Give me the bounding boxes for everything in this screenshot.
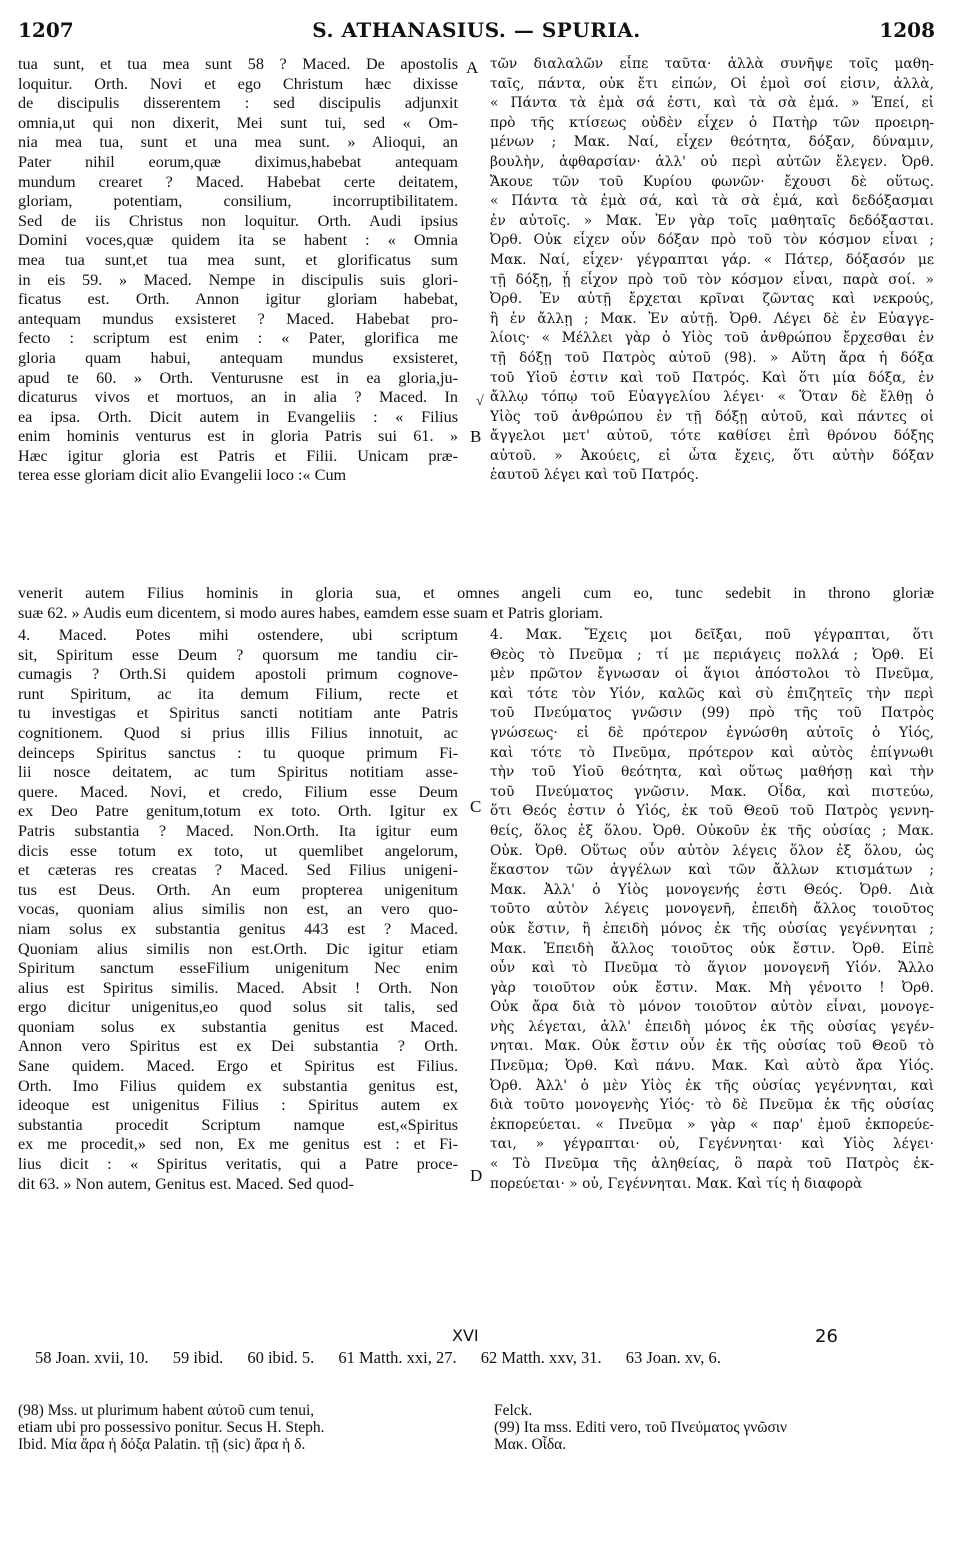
text-line: niam solus ex substantia genitus 443 est ? Maced.	[18, 919, 458, 938]
text-line: ἐν αὐτοῖς. » Μακ. Ἐν γὰρ τοῖς μαθηταῖς δεδόξασται.	[490, 212, 934, 229]
text-line: fecto : scriptum est enim : « Pater, glorifica me	[18, 329, 458, 348]
text-line: lii nosce deitatem, ac tum Spiritus notitiam asse-	[18, 763, 458, 782]
footnote-ref: 59 ibid.	[172, 1348, 224, 1367]
text-line: cognitionem. Quod si prius illis Filius innotuit, ac	[18, 723, 458, 742]
text-line: ἕκαστον τῶν ἀγγέλων καὶ τῶν ἄλλων κτισμάτων ;	[490, 862, 934, 879]
text-line: vocas, quoniam alius similis non est, an vero quo-	[18, 900, 458, 919]
section-marker-b: B	[470, 427, 482, 446]
section-marker-a: A	[466, 58, 479, 77]
text-line: τῇ δόξῃ, ᾗ εἶχον πρὸ τοῦ τὸν κόσμον εἶναι, παρὰ σοί. »	[490, 271, 934, 288]
check-mark: √	[476, 394, 484, 409]
latin-column-bottom	[18, 626, 458, 1194]
text-line: Felck.	[494, 1402, 533, 1419]
text-line: ex me procedit,» sed non, Ex me genitus est : et Fi-	[18, 1135, 458, 1154]
text-line: Μακ. Οἶδα.	[494, 1436, 567, 1454]
text-line: Ὀρθ. Ἐν αὐτῇ ἔρχεται κρῖναι ζῶντας καὶ νεκρούς,	[490, 291, 934, 308]
text-line: ἢ ἐν ἄλλῃ ; Μακ. Ἐν αὐτῇ. Ὀρθ. Λέγει δὲ ἐν Εὐαγγε-	[490, 310, 934, 327]
text-line: ea ipsa. Orth. Dicit autem in Evangeliis : « Filius	[18, 407, 458, 426]
text-line: Οὐκ ἄρα διὰ τὸ μόνον τοιοῦτον αὐτὸν εἶναι, μονογε-	[490, 999, 934, 1016]
text-line: πρὸ τῆς κτίσεως οὐδὲν εἶχεν ὁ Πατὴρ τῶν προειρη-	[490, 114, 934, 131]
text-line: γὰρ τοιοῦτον οὐκ ἔστιν. Μακ. Μὴ γένοιτο ! Ὀρθ.	[490, 979, 934, 996]
text-line: Ibid. Μία ἄρα ἡ δόξα Palatin. τῇ (sic) ἄρα ἡ δ.	[18, 1436, 306, 1454]
footnote-ref: 60 ibid. 5.	[247, 1348, 315, 1367]
text-line: nia mea tua, sunt et una mea sunt. » Alioqui, an	[18, 133, 458, 152]
text-line: lius dicit : « Spiritus veritatis, qui a Patre proce-	[18, 1155, 458, 1174]
text-line: in eis 59. » Maced. Nempe in discipulis suis glori-	[18, 270, 458, 289]
footnote-ref: 58 Joan. xvii, 10.	[35, 1348, 149, 1367]
text-line: tu investigas et Spiritus sancti notitiam ante Patris	[18, 704, 458, 723]
text-line: Μακ. Ἐπειδὴ ἄλλος τοιοῦτος οὐκ ἔστιν. Ὀρθ. Εἰπὲ	[490, 940, 934, 957]
text-line: 4. Maced. Potes mihi ostendere, ubi scriptum	[18, 626, 458, 644]
column-number-left: 1207	[18, 18, 74, 42]
text-line: Domini voces,quæ quidem ita se habent : « Omnia	[18, 231, 458, 250]
text-line: mundum crearet ? Maced. Habebat certe deitatem,	[18, 172, 458, 191]
editor-notes-right	[494, 1402, 934, 1454]
text-line: quere. Maced. Novi, et credo, Filium esse Deum	[18, 782, 458, 801]
text-line: substantia procedit Scriptum namque est,«Spiritus	[18, 1115, 458, 1134]
text-line: τοῦ Πνεύματος γνῶσιν (99) πρὸ τῆς τοῦ Πατρὸς	[490, 705, 934, 722]
text-line: sit, Spiritum esse Deum ? quorsum me tandiu cir-	[18, 645, 458, 664]
text-line: οὐκ ἔστιν, ἢ ἐπειδὴ μόνος ἐκ τῆς οὐσίας γεγέννηται ;	[490, 920, 934, 937]
text-line: « Πάντα τὰ ἐμὰ σά ἐστι, καὶ τὰ σὰ ἐμά. » Ἐπεί, εἰ	[490, 95, 934, 112]
text-line: Annon vero Spiritus est ex Dei substantia ? Orth.	[18, 1037, 458, 1056]
text-line: νὴς λέγεται, ἀλλ' ἐπειδὴ μόνος ἐκ τῆς οὐσίας γεγέν-	[490, 1018, 934, 1035]
text-line: suæ 62. » Audis eum dicentem, si modo aures habes, eamdem esse suam et Patris gloriam.	[18, 603, 603, 622]
greek-column-top	[490, 55, 934, 486]
text-line: Οὐκ. Ὀρθ. Οὕτως οὖν αὐτὸν λέγεις ὅλον ἐξ ὅλου, ὡς	[490, 842, 934, 859]
text-line: apud te 60. » Orth. Venturusne est in ea gloria,ju-	[18, 368, 458, 387]
text-line: Ὀρθ. Οὐκ εἶχεν οὖν δόξαν πρὸ τοῦ τὸν κόσμον εἶναι ;	[490, 232, 934, 249]
text-line: Hæc igitur gloria est Patris et Filii. Unicam præ-	[18, 446, 458, 465]
text-line: καὶ τότε τὸ Πνεῦμα, πρότερον καὶ αὐτὸς ἐπίγνωθι	[490, 744, 934, 761]
text-line: ex Deo Patre genitum,totum ex toto. Orth. Igitur ex	[18, 802, 458, 821]
text-line: Ὀρθ. Ἀλλ' ὁ μὲν Υἱὸς ἐκ τῆς οὐσίας γεγέννηται, καὶ	[490, 1077, 934, 1094]
text-line: (98) Mss. ut plurimum habent αὐτοῦ cum tenui,	[18, 1402, 315, 1419]
text-line: τοῦτο αὐτὸν λέγεις μονογενῆ, ἐπειδὴ ἄλλος τοιοῦτος	[490, 901, 934, 918]
text-line: Orth. Imo Filius quidem ex substantia genitus est,	[18, 1076, 458, 1095]
text-line: ideoque est unigenitus Filius : Spiritus autem ex	[18, 1096, 458, 1115]
text-line: antequam mundus exsisteret ? Maced. Habebat pro-	[18, 309, 458, 328]
text-line: tus est Deus. Orth. An eum propterea unigenitum	[18, 880, 458, 899]
text-line: 4. Μακ. Ἔχεις μοι δεῖξαι, ποῦ γέγραπται, ὅτι	[490, 627, 934, 643]
text-line: Sed de iis Christus non loquitur. Orth. Audi ipsius	[18, 211, 458, 230]
text-line: Μακ. Ἀλλ' ὁ Υἱὸς μονογενής ἐστι Θεός. Ὀρθ. Διὰ	[490, 881, 934, 898]
text-line: mea tua sunt,et tua mea sunt, et glorificatus sum	[18, 250, 458, 269]
text-line: αὐτοῦ. » Ἀκούεις, εἰ ὦτα ἔχεις, ὅτι αὐτὴν δόξαν	[490, 447, 934, 464]
text-line: terea esse gloriam dicit alio Evangelii loco :« Cum	[18, 466, 347, 485]
text-line: Quoniam alius similis non est.Orth. Dic igitur etiam	[18, 939, 458, 958]
text-line: γνώσεως· εἰ δὲ πρότερον ἐγνώσθη αὐτοῖς ὁ Υἱός,	[490, 724, 934, 741]
footnote-ref: 61 Matth. xxi, 27.	[338, 1348, 457, 1367]
text-line: πορεύεται· » οὐ, Γεγέννηται. Μακ. Καὶ τίς ἡ διαφορὰ	[490, 1175, 863, 1192]
text-line: ἑαυτοῦ λέγει καὶ τοῦ Πατρός.	[490, 467, 699, 484]
text-line: Patris substantia ? Maced. Non.Orth. Ita igitur eum	[18, 821, 458, 840]
text-line: Πνεῦμα; Ὀρθ. Καὶ πάνυ. Μακ. Καὶ αὐτὸ ἄρα Υἱός.	[490, 1058, 934, 1075]
section-marker-c: C	[470, 797, 482, 816]
text-line: etiam ubi pro possessivo ponitur. Secus H. Steph.	[18, 1419, 325, 1437]
text-line: τοῦ Πνεύματος γνῶσιν. Μακ. Οἶδα, καὶ πιστεύω,	[490, 783, 934, 800]
text-line: alius est Spiritus similis. Maced. Absit ! Orth. Non	[18, 978, 458, 997]
text-line: cumagis ? Orth.Si quidem apostoli primum cognove-	[18, 665, 458, 684]
text-line: Spiritum sanctum esseFilium unigenitum Nec enim	[18, 959, 458, 978]
text-line: runt Spiritum, ac ita demum Filium, recte et	[18, 684, 458, 703]
text-line: νηται. Μακ. Οὐκ ἔστιν οὖν ἐκ τῆς οὐσίας τοῦ Θεοῦ τὸ	[490, 1038, 934, 1055]
footnote-ref: 63 Joan. xv, 6.	[625, 1348, 721, 1367]
text-line: ficatus est. Orth. Annon igitur gloriam habebat,	[18, 290, 458, 309]
text-line: « Πάντα τὰ ἐμὰ σά, καὶ τὰ σὰ ἐμά, καὶ δεδόξασμαι	[490, 193, 934, 210]
text-line: τοῦ Υἱοῦ ἐστιν καὶ τοῦ Πατρός. Καὶ ὅτι μία δόξα, ἐν	[490, 369, 934, 386]
text-line: de discipulis disserentem : sed discipulis adjunxit	[18, 94, 458, 113]
text-line: dicis esse totum ex toto, ut quemlibet angelorum,	[18, 841, 458, 860]
text-line: gloria quam habui, antequam mundus exsisteret,	[18, 348, 458, 367]
text-line: οὖν καὶ τὸ Πνεῦμα τὸ ἅγιον μονογενῆ Υἱόν. Ἄλλο	[490, 960, 934, 977]
text-line: βουλὴν, ἀφθαρσίαν· ἀλλ' οὐ περὶ αὐτῶν ἔλεγεν. Ὀρθ.	[490, 153, 934, 170]
text-line: enim hominis venturus est in gloria Patris sui 61. »	[18, 427, 458, 446]
text-line: ἄγγελοι μετ' αὐτοῦ, τότε καθίσει ἐπὶ θρόνου δόξης	[490, 428, 934, 445]
text-line: Pater nihil eorum,quæ diximus,habebat antequam	[18, 152, 458, 171]
text-line: venerit autem Filius hominis in gloria sua, et omnes angeli cum eo, tunc sedebit in throno gloriæ	[18, 584, 934, 602]
text-line: « Τὸ Πνεῦμα τῆς ἀληθείας, ὃ παρὰ τοῦ Πατρὸς ἐκ-	[490, 1156, 934, 1173]
section-marker-d: D	[470, 1166, 483, 1185]
text-line: λίοις· « Μέλλει γὰρ ὁ Υἱὸς τοῦ ἀνθρώπου ἔρχεσθαι ἐν	[490, 330, 934, 347]
text-line: θείς, ὅλος ἐξ ὅλου. Ὀρθ. Οὐκοῦν ἐκ τῆς οὐσίας ; Μακ.	[490, 822, 934, 839]
text-line: ἐκπορεύεται. « Πνεῦμα » γὰρ « παρ' ἐμοῦ ἐκπορεύε-	[490, 1116, 934, 1133]
text-line: ταῖς, πάντα, οὐκ ἔτι εἰπών, Οἱ ἐμοὶ σοί εἰσιν, ἀλλὰ,	[490, 75, 934, 92]
text-line: καὶ τότε τὸν Υἱόν, καλῶς καὶ σὺ ἐπιζητεῖς τὴν περὶ	[490, 685, 934, 702]
text-line: ὅτι Θεός ἐστιν ὁ Υἱός, ἐκ τοῦ Θεοῦ τοῦ Πατρὸς γεννη-	[490, 803, 934, 820]
text-line: tua sunt, et tua mea sunt 58 ? Maced. De apostolis	[18, 55, 458, 73]
text-line: omnia,ut qui non dixerit, Mei sunt tui, sed « Om-	[18, 113, 458, 132]
handwritten-note-left: XVI	[452, 1326, 479, 1345]
text-line: μένων ; Μακ. Ναί, εἶχεν θεότητα, δόξαν, δύναμιν,	[490, 134, 934, 151]
text-line: ται, » γέγραπται· οὐ, Γεγέννηται· καὶ Υἱὸς λέγει·	[490, 1136, 934, 1153]
text-line: gloriam, potentiam, consilium, incorruptibilitatem.	[18, 192, 458, 211]
text-line: ἄλλῳ τόπῳ τοῦ Εὐαγγελίου λέγει· « Ὅταν δὲ ἔλθῃ ὁ	[490, 389, 934, 406]
text-line: dicaturus vivos et mortuos, an in alia ? Maced. In	[18, 388, 458, 407]
text-line: Ἄκουε τῶν τοῦ Κυρίου φωνῶν· ἔχουσι δὲ οὕτως.	[490, 173, 934, 190]
text-line: quoniam solus ex substantia genitus est Maced.	[18, 1017, 458, 1036]
text-line: Θεὸς τὸ Πνεῦμα ; τί με περιάγεις πολλά ; Ὀρθ. Εἰ	[490, 646, 934, 663]
column-number-right: 1208	[879, 18, 935, 42]
text-line: et cæteras res creatas ? Maced. Sed Filius unigeni-	[18, 861, 458, 880]
text-line: Sane quidem. Maced. Ergo et Spiritus est Filius.	[18, 1057, 458, 1076]
text-line: τῶν διαλαλῶν εἶπε ταῦτα· ἀλλὰ συνῆψε τοῖς μαθη-	[490, 56, 934, 72]
text-line: ergo dicitur unigenitus,eo quod solus sit talis, sed	[18, 998, 458, 1017]
text-line: μὲν πρῶτον ἔγνωσαν οἱ ἅγιοι ἀπόστολοι τὸ Πνεῦμα,	[490, 666, 934, 683]
handwritten-note-right: 26	[815, 1326, 838, 1347]
page-header	[18, 18, 935, 44]
editor-notes-left	[18, 1402, 463, 1454]
text-line: τῇ δόξῃ τοῦ Πατρὸς αὐτοῦ (98). » Αὕτη ἄρα ἡ δόξα	[490, 349, 934, 366]
text-line: (99) Ita mss. Editi vero, τοῦ Πνεύματος γνῶσιν	[494, 1419, 788, 1437]
running-title: S. ATHANASIUS. — SPURIA.	[312, 18, 641, 42]
full-width-lines	[18, 584, 934, 623]
text-line: Μακ. Ναί, εἶχεν· γέγραπται γάρ. « Πάτερ, δόξασόν με	[490, 251, 934, 268]
text-line: Υἱὸς τοῦ ἀνθρώπου ἐν τῇ δόξῃ αὐτοῦ, καὶ πάντες οἱ	[490, 408, 934, 425]
footnote-ref: 62 Matth. xxv, 31.	[480, 1348, 602, 1367]
text-line: deinceps Spiritus sanctus : tu quoque primum Fi-	[18, 743, 458, 762]
latin-column-top	[18, 55, 458, 486]
greek-column-bottom	[490, 626, 934, 1194]
footnote-references	[35, 1348, 935, 1368]
text-line: dit 63. » Non autem, Genitus est. Maced. Sed quod-	[18, 1174, 354, 1193]
text-line: τὴν τοῦ Υἱοῦ θεότητα, καὶ οὕτως μαθήσῃ καὶ τὴν	[490, 764, 934, 781]
text-line: loquitur. Orth. Novi et ego Christum hæc dixisse	[18, 74, 458, 93]
text-line: διὰ τοῦτο μονογενὴς Υἱός· τὸ δὲ Πνεῦμα ἐκ τῆς οὐσίας	[490, 1097, 934, 1114]
